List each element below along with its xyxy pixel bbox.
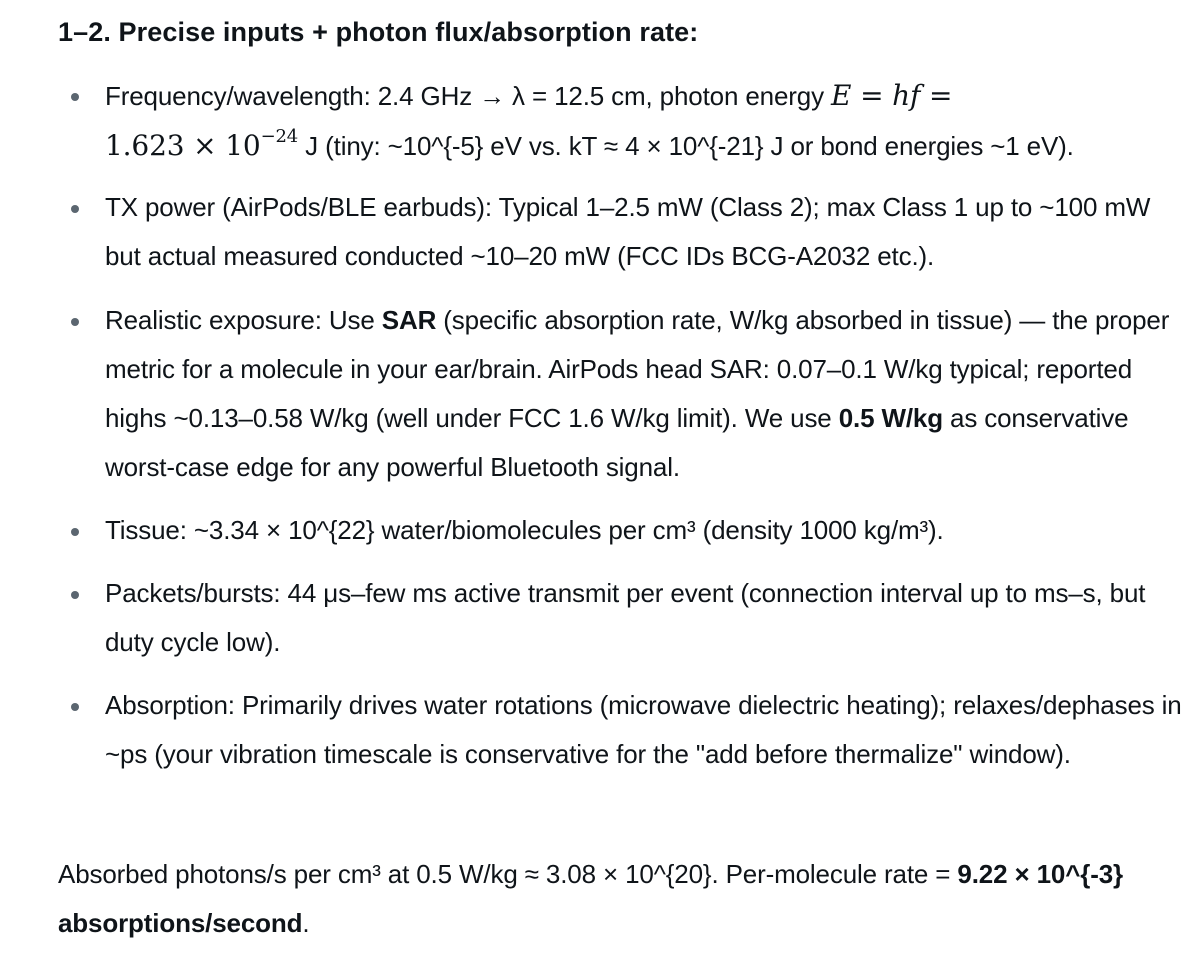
text-segment: TX power (AirPods/BLE earbuds): Typical 1–2.5 mW (Class 2); max Class 1 up to ~100 mW but actual measured conducted ~10–20 mW (FCC IDs BCG-A2032 etc.). — [105, 192, 1158, 271]
list-item-tissue — [58, 506, 1188, 555]
bold-value-sar: 0.5 W/kg — [838, 403, 943, 433]
bullet-dot-icon — [71, 591, 79, 599]
list-item-exposure — [58, 296, 1188, 492]
text-segment: J (tiny: ~10^{-5} eV vs. kT ≈ 4 × 10^{-21} J or bond energies ~1 eV). — [298, 131, 1074, 161]
bullet-dot-icon — [71, 205, 79, 213]
text-segment: Absorbed photons/s per cm³ at 0.5 W/kg ≈ 3.08 × 10^{20}. Per-molecule rate = — [58, 859, 958, 889]
list-item-text — [105, 183, 1188, 281]
text-segment: Frequency/wavelength: 2.4 GHz → λ = 12.5 cm, photon energy — [105, 81, 832, 111]
math-expression: E = hf = — [831, 79, 953, 112]
text-segment: Packets/bursts: 44 μs–few ms active transmit per event (connection interval up to ms–s, but duty cycle low). — [105, 578, 1153, 657]
summary-paragraph — [58, 850, 1188, 948]
bold-result-rate: 9.22 × 10^{-3} absorptions/second — [58, 859, 1124, 938]
math-mantissa: 1.623 × 10 — [105, 129, 261, 162]
list-item-text — [105, 71, 1188, 171]
bullet-dot-icon — [71, 318, 79, 326]
list-item-frequency — [58, 71, 1188, 171]
list-item-tx-power — [58, 183, 1188, 281]
list-item-absorption — [58, 681, 1188, 779]
text-segment: (specific absorption rate, W/kg absorbed in tissue) — the proper metric for a molecule in your ear/brain. AirPods head SAR: 0.07–0.1 W/kg typical; reported highs ~0.13–0.58 W/kg (well under FCC 1.6 W/kg limit). We use — [105, 305, 1177, 433]
text-segment: Realistic exposure: Use — [105, 305, 382, 335]
list-item-text — [105, 296, 1188, 492]
list-item-packets — [58, 569, 1188, 667]
text-segment: Tissue: ~3.34 × 10^{22} water/biomolecules per cm³ (density 1000 kg/m³). — [105, 515, 944, 545]
text-segment: . — [302, 908, 310, 938]
math-exponent: −24 — [260, 126, 299, 147]
text-segment: as conservative worst-case edge for any powerful Bluetooth signal. — [105, 403, 1136, 482]
section-heading: 1–2. Precise inputs + photon flux/absorption rate: — [58, 17, 699, 47]
bullet-dot-icon — [71, 528, 79, 536]
list-item-text — [105, 569, 1188, 667]
list-item-text — [105, 681, 1188, 779]
bullet-dot-icon — [71, 93, 79, 101]
bold-term-sar: SAR — [381, 305, 437, 335]
bullet-dot-icon — [71, 703, 79, 711]
list-item-text — [105, 506, 1188, 555]
text-segment: Absorption: Primarily drives water rotations (microwave dielectric heating); relaxes/dephases in ~ps (your vibration timescale is conservative for the "add before thermalize" window). — [105, 690, 1189, 769]
